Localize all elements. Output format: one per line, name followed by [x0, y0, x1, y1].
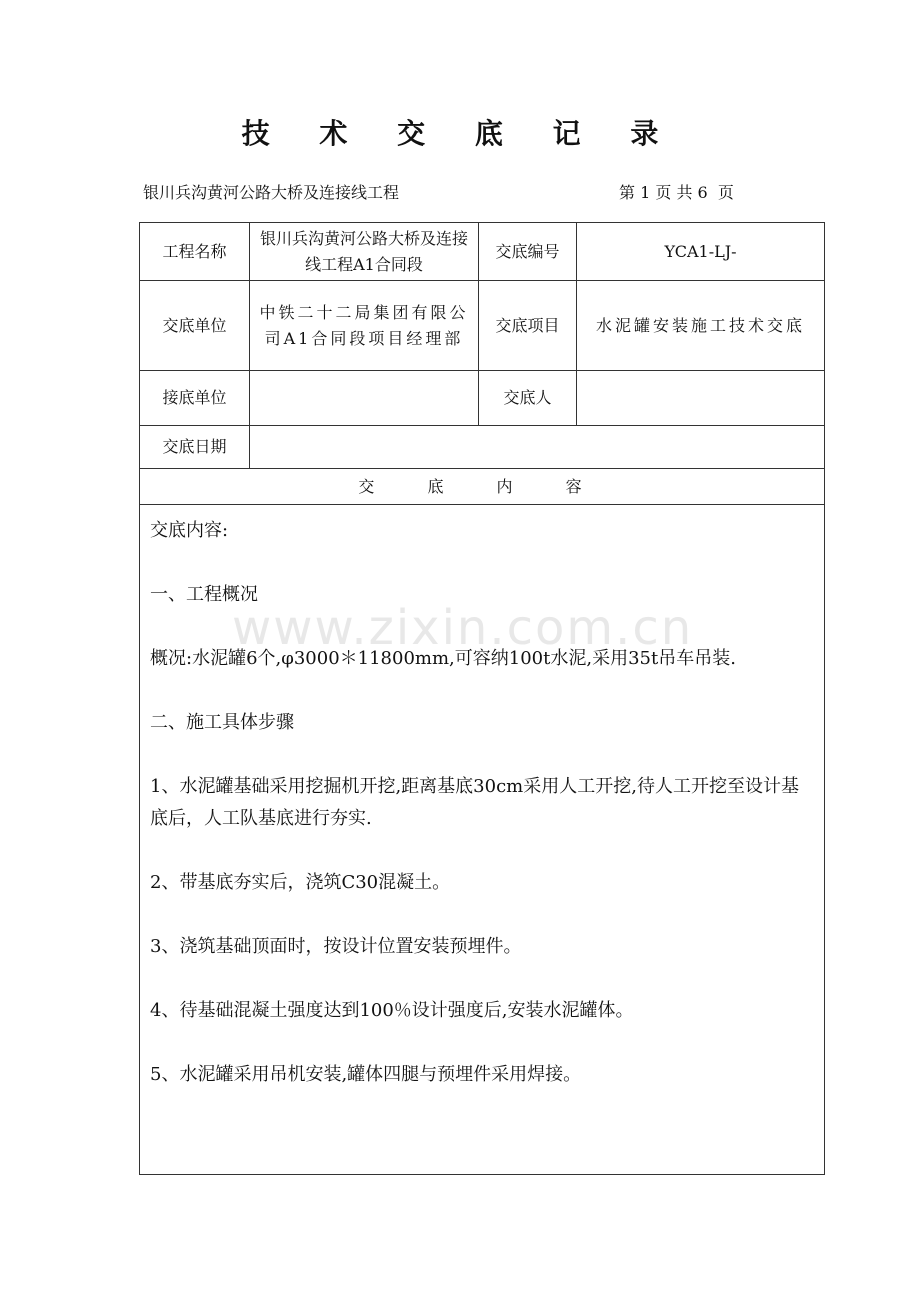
step-2: 2、带基底夯实后，浇筑C30混凝土。	[150, 872, 451, 893]
content-cell	[140, 505, 825, 1175]
step-5: 5、水泥罐采用吊机安装,罐体四腿与预埋件采用焊接。	[150, 1064, 582, 1085]
label-receiving-unit: 接底单位	[140, 371, 250, 426]
handover-record-table	[139, 222, 825, 1175]
overview-text: 概况:水泥罐6个,φ3000＊11800mm,可容纳100t水泥,采用35t吊车吊装.	[150, 648, 736, 669]
table-row	[140, 223, 825, 281]
value-handover-item: 水泥罐安装施工技术交底	[577, 281, 825, 371]
table-row	[140, 469, 825, 505]
value-receiving-unit	[250, 371, 479, 426]
content-intro: 交底内容:	[150, 520, 229, 541]
document-title: 技 术 交 底 记 录	[241, 117, 679, 150]
value-handover-date	[250, 426, 825, 469]
step-3: 3、浇筑基础顶面时，按设计位置安装预埋件。	[150, 936, 522, 957]
label-handover-item: 交底项目	[479, 281, 577, 371]
watermark: www.zixin.com.cn	[232, 600, 694, 656]
table-row	[140, 281, 825, 371]
label-handover-date: 交底日期	[140, 426, 250, 469]
value-handover-number: YCA1-LJ-	[577, 223, 825, 281]
table-row	[140, 505, 825, 1175]
section-header: 交 底 内 容	[140, 469, 825, 505]
label-handover-number: 交底编号	[479, 223, 577, 281]
table-row	[140, 371, 825, 426]
table-row	[140, 426, 825, 469]
section-heading-steps: 二、施工具体步骤	[150, 712, 294, 733]
label-project-name: 工程名称	[140, 223, 250, 281]
label-handover-person: 交底人	[479, 371, 577, 426]
step-4: 4、待基础混凝土强度达到100％设计强度后,安装水泥罐体。	[150, 1000, 634, 1021]
value-handover-unit: 中铁二十二局集团有限公司A1合同段项目经理部	[250, 281, 479, 371]
value-handover-person	[577, 371, 825, 426]
project-name-header: 银川兵沟黄河公路大桥及连接线工程	[143, 183, 400, 202]
label-handover-unit: 交底单位	[140, 281, 250, 371]
step-1: 1、水泥罐基础采用挖掘机开挖,距离基底30cm采用人工开挖,待人工开挖至设计基底后，人工队基底进行夯实.	[150, 776, 799, 829]
value-project-name: 银川兵沟黄河公路大桥及连接线工程A1合同段	[250, 223, 479, 281]
section-heading-overview: 一、工程概况	[150, 584, 258, 605]
page-number-info: 第 1 页 共 6 页	[619, 183, 734, 202]
